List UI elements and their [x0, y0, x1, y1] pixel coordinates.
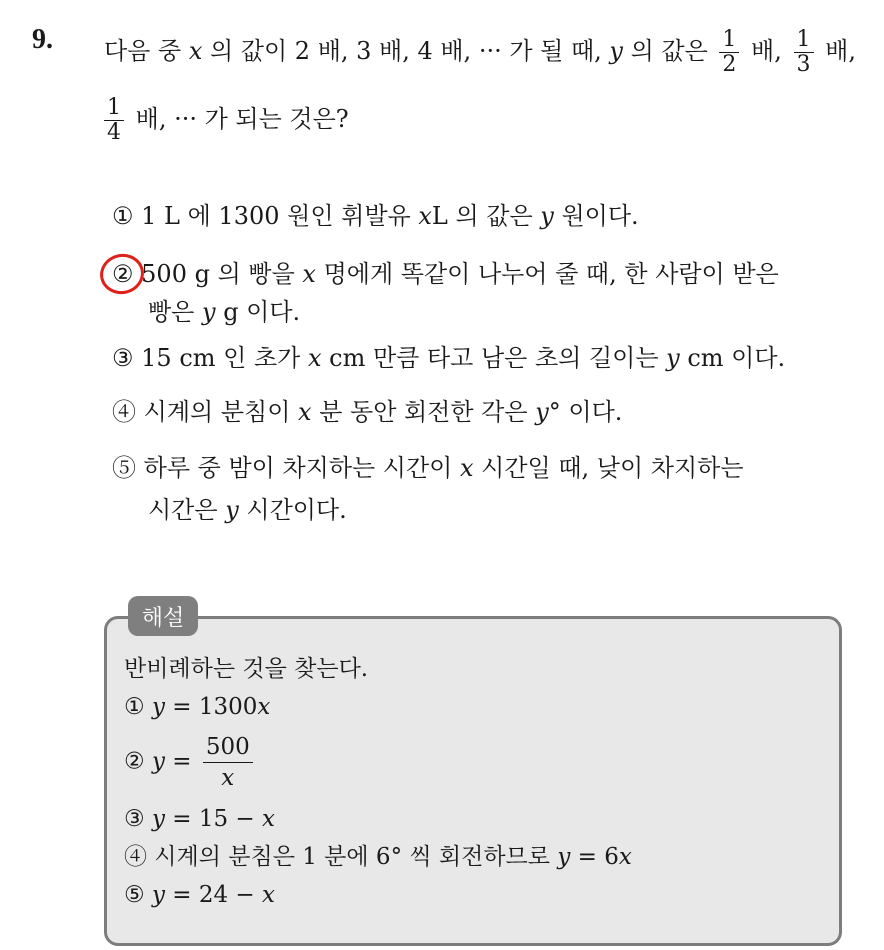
- option-5[interactable]: ⑤ 하루 중 밤이 차지하는 시간이 x 시간일 때, 낮이 차지하는: [112, 454, 744, 482]
- solution-step-5: ⑤ y = 24 − x: [124, 882, 275, 908]
- solution-step-3: ③ y = 15 − x: [124, 806, 275, 832]
- option-1[interactable]: ① 1 L 에 1300 원인 휘발유 xL 의 값은 y 원이다.: [112, 202, 639, 230]
- question-stem-line1: 다음 중 x 의 값이 2 배, 3 배, 4 배, ··· 가 될 때, y 의 값은 $\frac{1}{2}$ 배, $\frac{1}{3}$ 배,: [104, 27, 856, 77]
- solution-step-1: ① y = 1300x: [124, 694, 271, 720]
- solution-step-2: ② y = $\frac{500}{x}$: [124, 732, 257, 793]
- solution-tag: 해설: [128, 596, 198, 636]
- solution-intro: 반비례하는 것을 찾는다.: [124, 656, 369, 682]
- option-4[interactable]: ④ 시계의 분침이 x 분 동안 회전한 각은 y° 이다.: [112, 398, 623, 426]
- option-3[interactable]: ③ 15 cm 인 초가 x cm 만큼 타고 남은 초의 길이는 y cm 이다.: [112, 344, 786, 372]
- solution-step-4: ④ 시계의 분침은 1 분에 6° 씩 회전하므로 y = 6x: [124, 844, 632, 870]
- fraction-one-half: $\frac{1}{2}$: [719, 28, 739, 77]
- option-2[interactable]: ② 500 g 의 빵을 x 명에게 똑같이 나누어 줄 때, 한 사람이 받은: [112, 260, 779, 288]
- question-stem-line2: $\frac{1}{4}$ 배, ··· 가 되는 것은?: [104, 96, 349, 145]
- option-5-line2: 시간은 y 시간이다.: [148, 496, 347, 524]
- fraction-one-fourth: $\frac{1}{4}$: [104, 96, 124, 145]
- fraction-500-over-x: $\frac{500}{x}$: [203, 732, 253, 793]
- question-number: 9.: [32, 24, 53, 55]
- fraction-one-third: $\frac{1}{3}$: [794, 28, 814, 77]
- option-2-line2: 빵은 y g 이다.: [148, 298, 301, 326]
